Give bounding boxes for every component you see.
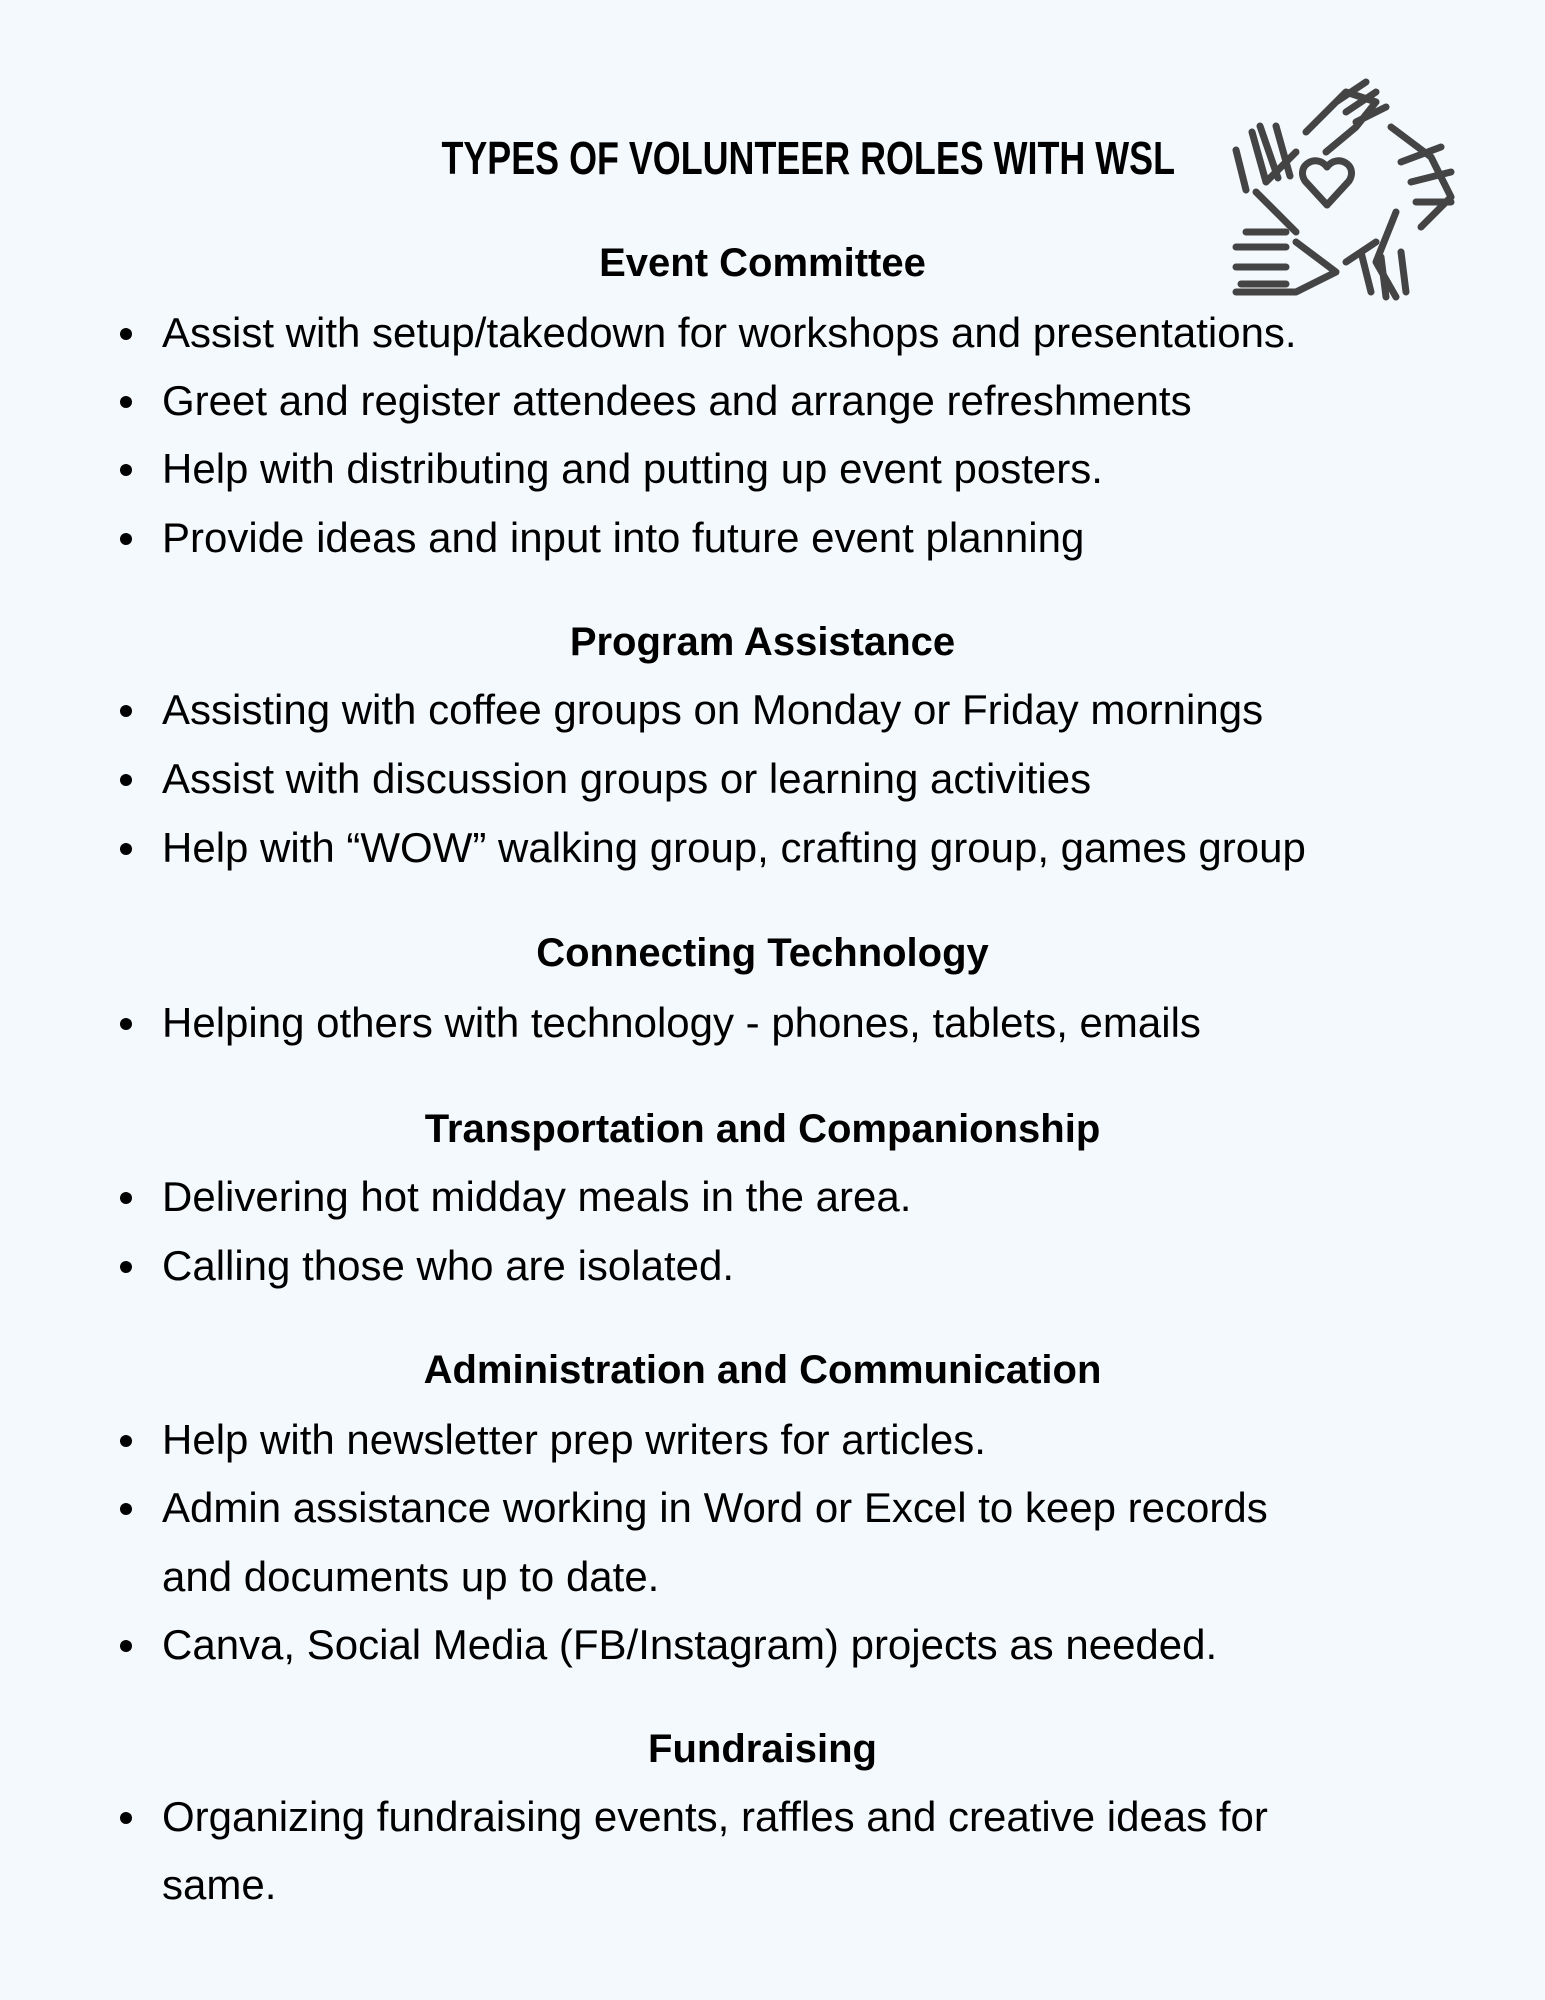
page-title [338,130,1176,186]
list-item-continuation: and documents up to date. [162,1553,660,1600]
section-heading: Connecting Technology [536,931,989,975]
page-title-text: TYPES OF VOLUNTEER ROLES WITH WSL [441,132,1176,184]
section-heading: Transportation and Companionship [424,1107,1101,1151]
list-item-continuation: same. [162,1861,277,1908]
section-heading: Fundraising [648,1727,877,1771]
section-heading: Event Committee [599,241,926,285]
section-heading: Program Assistance [569,620,956,664]
section-heading: Administration and Communication [423,1348,1102,1392]
